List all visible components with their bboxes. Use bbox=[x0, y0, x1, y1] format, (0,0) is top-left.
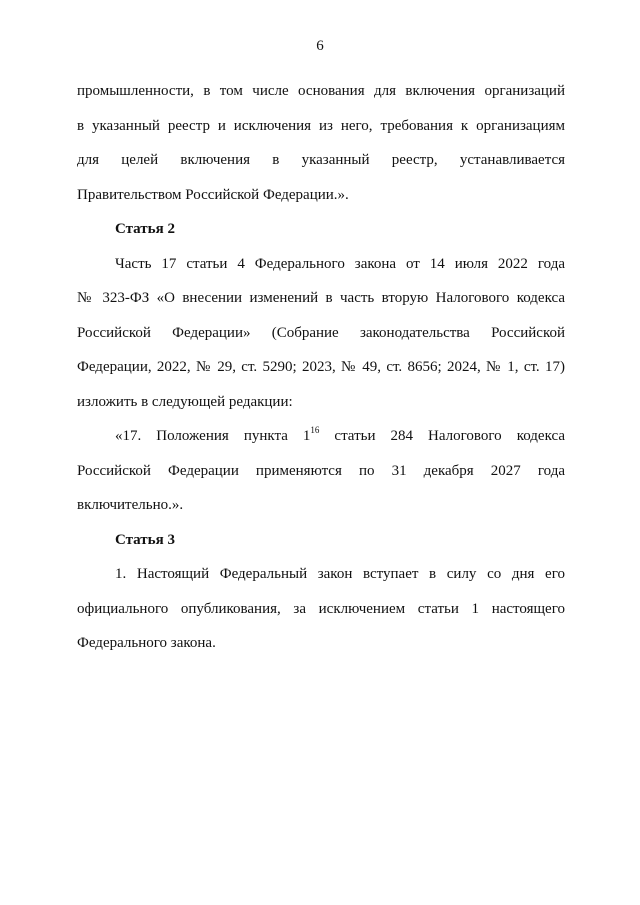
paragraph-line: № 323-ФЗ «О внесении изменений в часть вторую Налогового кодекса bbox=[77, 290, 565, 306]
paragraph-line-with-superscript bbox=[77, 419, 565, 454]
text-segment: статьи 284 Налогового кодекса bbox=[319, 428, 566, 444]
paragraph-line: официального опубликования, за исключением статьи 1 настоящего bbox=[77, 600, 565, 617]
paragraph-line: изложить в следующей редакции: bbox=[77, 393, 293, 410]
paragraph-line: Федерального закона. bbox=[77, 635, 216, 651]
paragraph-line: включительно.». bbox=[77, 497, 184, 513]
paragraph-line: Часть 17 статьи 4 Федерального закона от 14 июля 2022 года bbox=[115, 255, 565, 272]
paragraph-line: в указанный реестр и исключения из него, требования к организациям bbox=[77, 117, 565, 134]
paragraph-line: Российской Федерации применяются по 31 декабря 2027 года bbox=[77, 462, 565, 479]
page-number: 6 bbox=[316, 38, 324, 54]
paragraph-line: для целей включения в указанный реестр, устанавливается bbox=[77, 152, 565, 168]
article-2-heading: Статья 2 bbox=[115, 221, 175, 237]
document-body bbox=[77, 74, 565, 661]
superscript-index: 16 bbox=[310, 425, 320, 435]
paragraph-line: Федерации, 2022, № 29, ст. 5290; 2023, № 49, ст. 8656; 2024, № 1, ст. 17) bbox=[77, 359, 565, 375]
paragraph-line: Правительством Российской Федерации.». bbox=[77, 186, 349, 203]
paragraph-line: промышленности, в том числе основания для включения организаций bbox=[77, 83, 565, 99]
text-segment: «17. Положения пункта 1 bbox=[115, 428, 311, 444]
article-3-heading: Статья 3 bbox=[115, 531, 175, 548]
paragraph-line: Российской Федерации» (Собрание законодательства Российской bbox=[77, 324, 565, 341]
paragraph-line: 1. Настоящий Федеральный закон вступает в силу со дня его bbox=[115, 566, 565, 582]
